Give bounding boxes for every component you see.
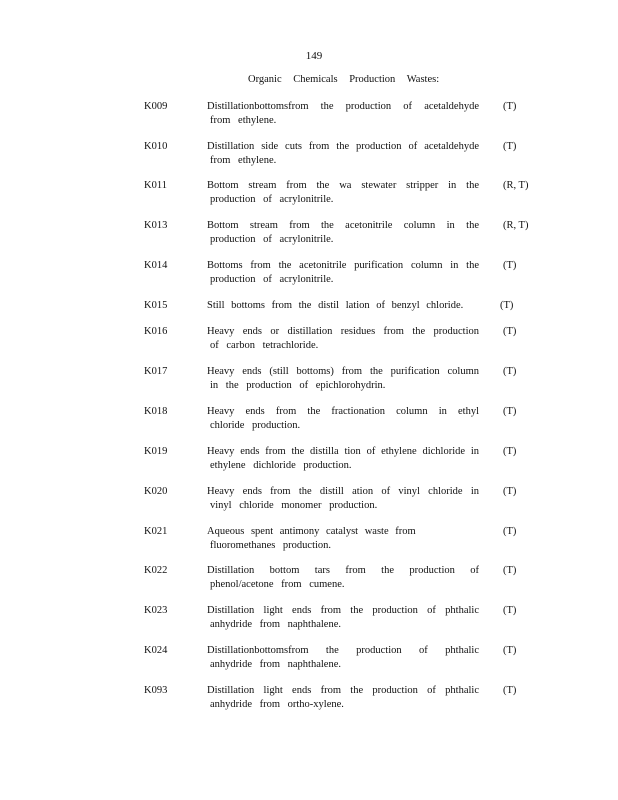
- waste-description-line1: Aqueous spent antimony catalyst waste from: [207, 526, 416, 537]
- waste-description-line1: Distillation side cuts from the production of acetaldehyde: [207, 141, 479, 152]
- waste-code: K013: [144, 220, 168, 231]
- waste-row: [0, 259, 618, 289]
- waste-description: [207, 564, 485, 592]
- waste-code: K010: [144, 141, 168, 152]
- waste-code: K023: [144, 605, 168, 616]
- waste-row: [0, 564, 618, 594]
- hazard-code: (T): [503, 685, 517, 696]
- waste-description: [207, 604, 485, 632]
- waste-description-line2: from ethylene.: [210, 155, 277, 166]
- hazard-code: (T): [503, 645, 517, 656]
- waste-description: [207, 405, 485, 433]
- waste-row: [0, 325, 618, 355]
- waste-description-line2: of carbon tetrachloride.: [210, 340, 319, 351]
- waste-code: K019: [144, 446, 168, 457]
- hazard-code: (T): [503, 366, 517, 377]
- hazard-code: (T): [503, 406, 517, 417]
- waste-description-line1: Bottom stream from the acetonitrile column in the: [207, 220, 479, 231]
- waste-description-line1: Bottoms from the acetonitrile purification column in the: [207, 260, 479, 271]
- waste-description: [207, 325, 485, 353]
- hazard-code: (T): [503, 326, 517, 337]
- waste-description-line1: Distillationbottomsfrom the production of phthalic: [207, 645, 479, 656]
- waste-description-line2: fluoromethanes production.: [210, 540, 332, 551]
- waste-code: K009: [144, 101, 168, 112]
- waste-description-line1: Distillationbottomsfrom the production of acetaldehyde: [207, 101, 479, 112]
- waste-code: K020: [144, 486, 168, 497]
- hazard-code: (T): [503, 101, 517, 112]
- waste-description: [207, 259, 485, 287]
- waste-description-line2: anhydride from ortho-xylene.: [210, 699, 344, 710]
- waste-description-line2: phenol/acetone from cumene.: [210, 579, 345, 590]
- waste-code: K018: [144, 406, 168, 417]
- waste-description: [207, 644, 485, 672]
- hazard-code: (R, T): [503, 180, 529, 191]
- waste-code: K022: [144, 565, 168, 576]
- waste-row: [0, 485, 618, 515]
- hazard-code: (T): [503, 486, 517, 497]
- waste-description-line2: anhydride from naphthalene.: [210, 659, 341, 670]
- waste-description-line1: Distillation light ends from the production of phthalic: [207, 605, 479, 616]
- hazard-code: (T): [500, 300, 514, 311]
- waste-description-line1: Heavy ends from the distilla tion of ethylene dichloride in: [207, 446, 479, 457]
- waste-description-line1: Distillation bottom tars from the production of: [207, 565, 479, 576]
- waste-description-line1: Bottom stream from the wa stewater stripper in the: [207, 180, 479, 191]
- waste-code: K014: [144, 260, 168, 271]
- waste-description-line2: ethylene dichloride production.: [210, 460, 352, 471]
- waste-description-line1: Still bottoms from the distil lation of benzyl chloride.: [207, 300, 464, 311]
- waste-code: K024: [144, 645, 168, 656]
- waste-description: [207, 365, 485, 393]
- waste-code: K011: [144, 180, 167, 191]
- waste-row: [0, 179, 618, 209]
- waste-row: [0, 445, 618, 475]
- hazard-code: (T): [503, 141, 517, 152]
- waste-code: K093: [144, 685, 168, 696]
- page-number: 149: [305, 50, 323, 62]
- waste-description-line1: Heavy ends or distillation residues from the production: [207, 326, 479, 337]
- waste-code: K021: [144, 526, 168, 537]
- waste-row: [0, 219, 618, 249]
- waste-row: [0, 365, 618, 395]
- waste-code: K016: [144, 326, 168, 337]
- waste-description-line2: production of acrylonitrile.: [210, 194, 334, 205]
- waste-description-line1: Heavy ends from the distill ation of vinyl chloride in: [207, 486, 479, 497]
- waste-description: [207, 445, 485, 473]
- hazard-code: (R, T): [503, 220, 529, 231]
- waste-description-line2: in the production of epichlorohydrin.: [210, 380, 386, 391]
- waste-description: [207, 179, 485, 207]
- waste-description-line2: anhydride from naphthalene.: [210, 619, 341, 630]
- waste-description: [207, 219, 485, 247]
- waste-row: [0, 525, 618, 555]
- hazard-code: (T): [503, 605, 517, 616]
- waste-description-line1: Distillation light ends from the production of phthalic: [207, 685, 479, 696]
- waste-description-line1: Heavy ends from the fractionation column in ethyl: [207, 406, 479, 417]
- waste-description: [207, 684, 485, 712]
- waste-description-line2: vinyl chloride monomer production.: [210, 500, 378, 511]
- hazard-code: (T): [503, 260, 517, 271]
- waste-description-line1: Heavy ends (still bottoms) from the purification column: [207, 366, 479, 377]
- waste-description: [207, 485, 485, 513]
- hazard-code: (T): [503, 526, 517, 537]
- waste-code: K015: [144, 300, 168, 311]
- waste-row: [0, 604, 618, 634]
- waste-row: [0, 100, 618, 130]
- waste-description-line2: chloride production.: [210, 420, 301, 431]
- waste-row: [0, 405, 618, 435]
- waste-row: [0, 140, 618, 170]
- waste-description: [207, 299, 485, 313]
- waste-code: K017: [144, 366, 168, 377]
- hazard-code: (T): [503, 565, 517, 576]
- waste-description: [207, 100, 485, 128]
- waste-description: [207, 525, 485, 553]
- waste-description: [207, 140, 485, 168]
- page-heading: Organic Chemicals Production Wastes:: [248, 74, 440, 85]
- hazard-code: (T): [503, 446, 517, 457]
- waste-row: [0, 644, 618, 674]
- waste-description-line2: from ethylene.: [210, 115, 277, 126]
- waste-description-line2: production of acrylonitrile.: [210, 274, 334, 285]
- waste-row: [0, 684, 618, 714]
- waste-description-line2: production of acrylonitrile.: [210, 234, 334, 245]
